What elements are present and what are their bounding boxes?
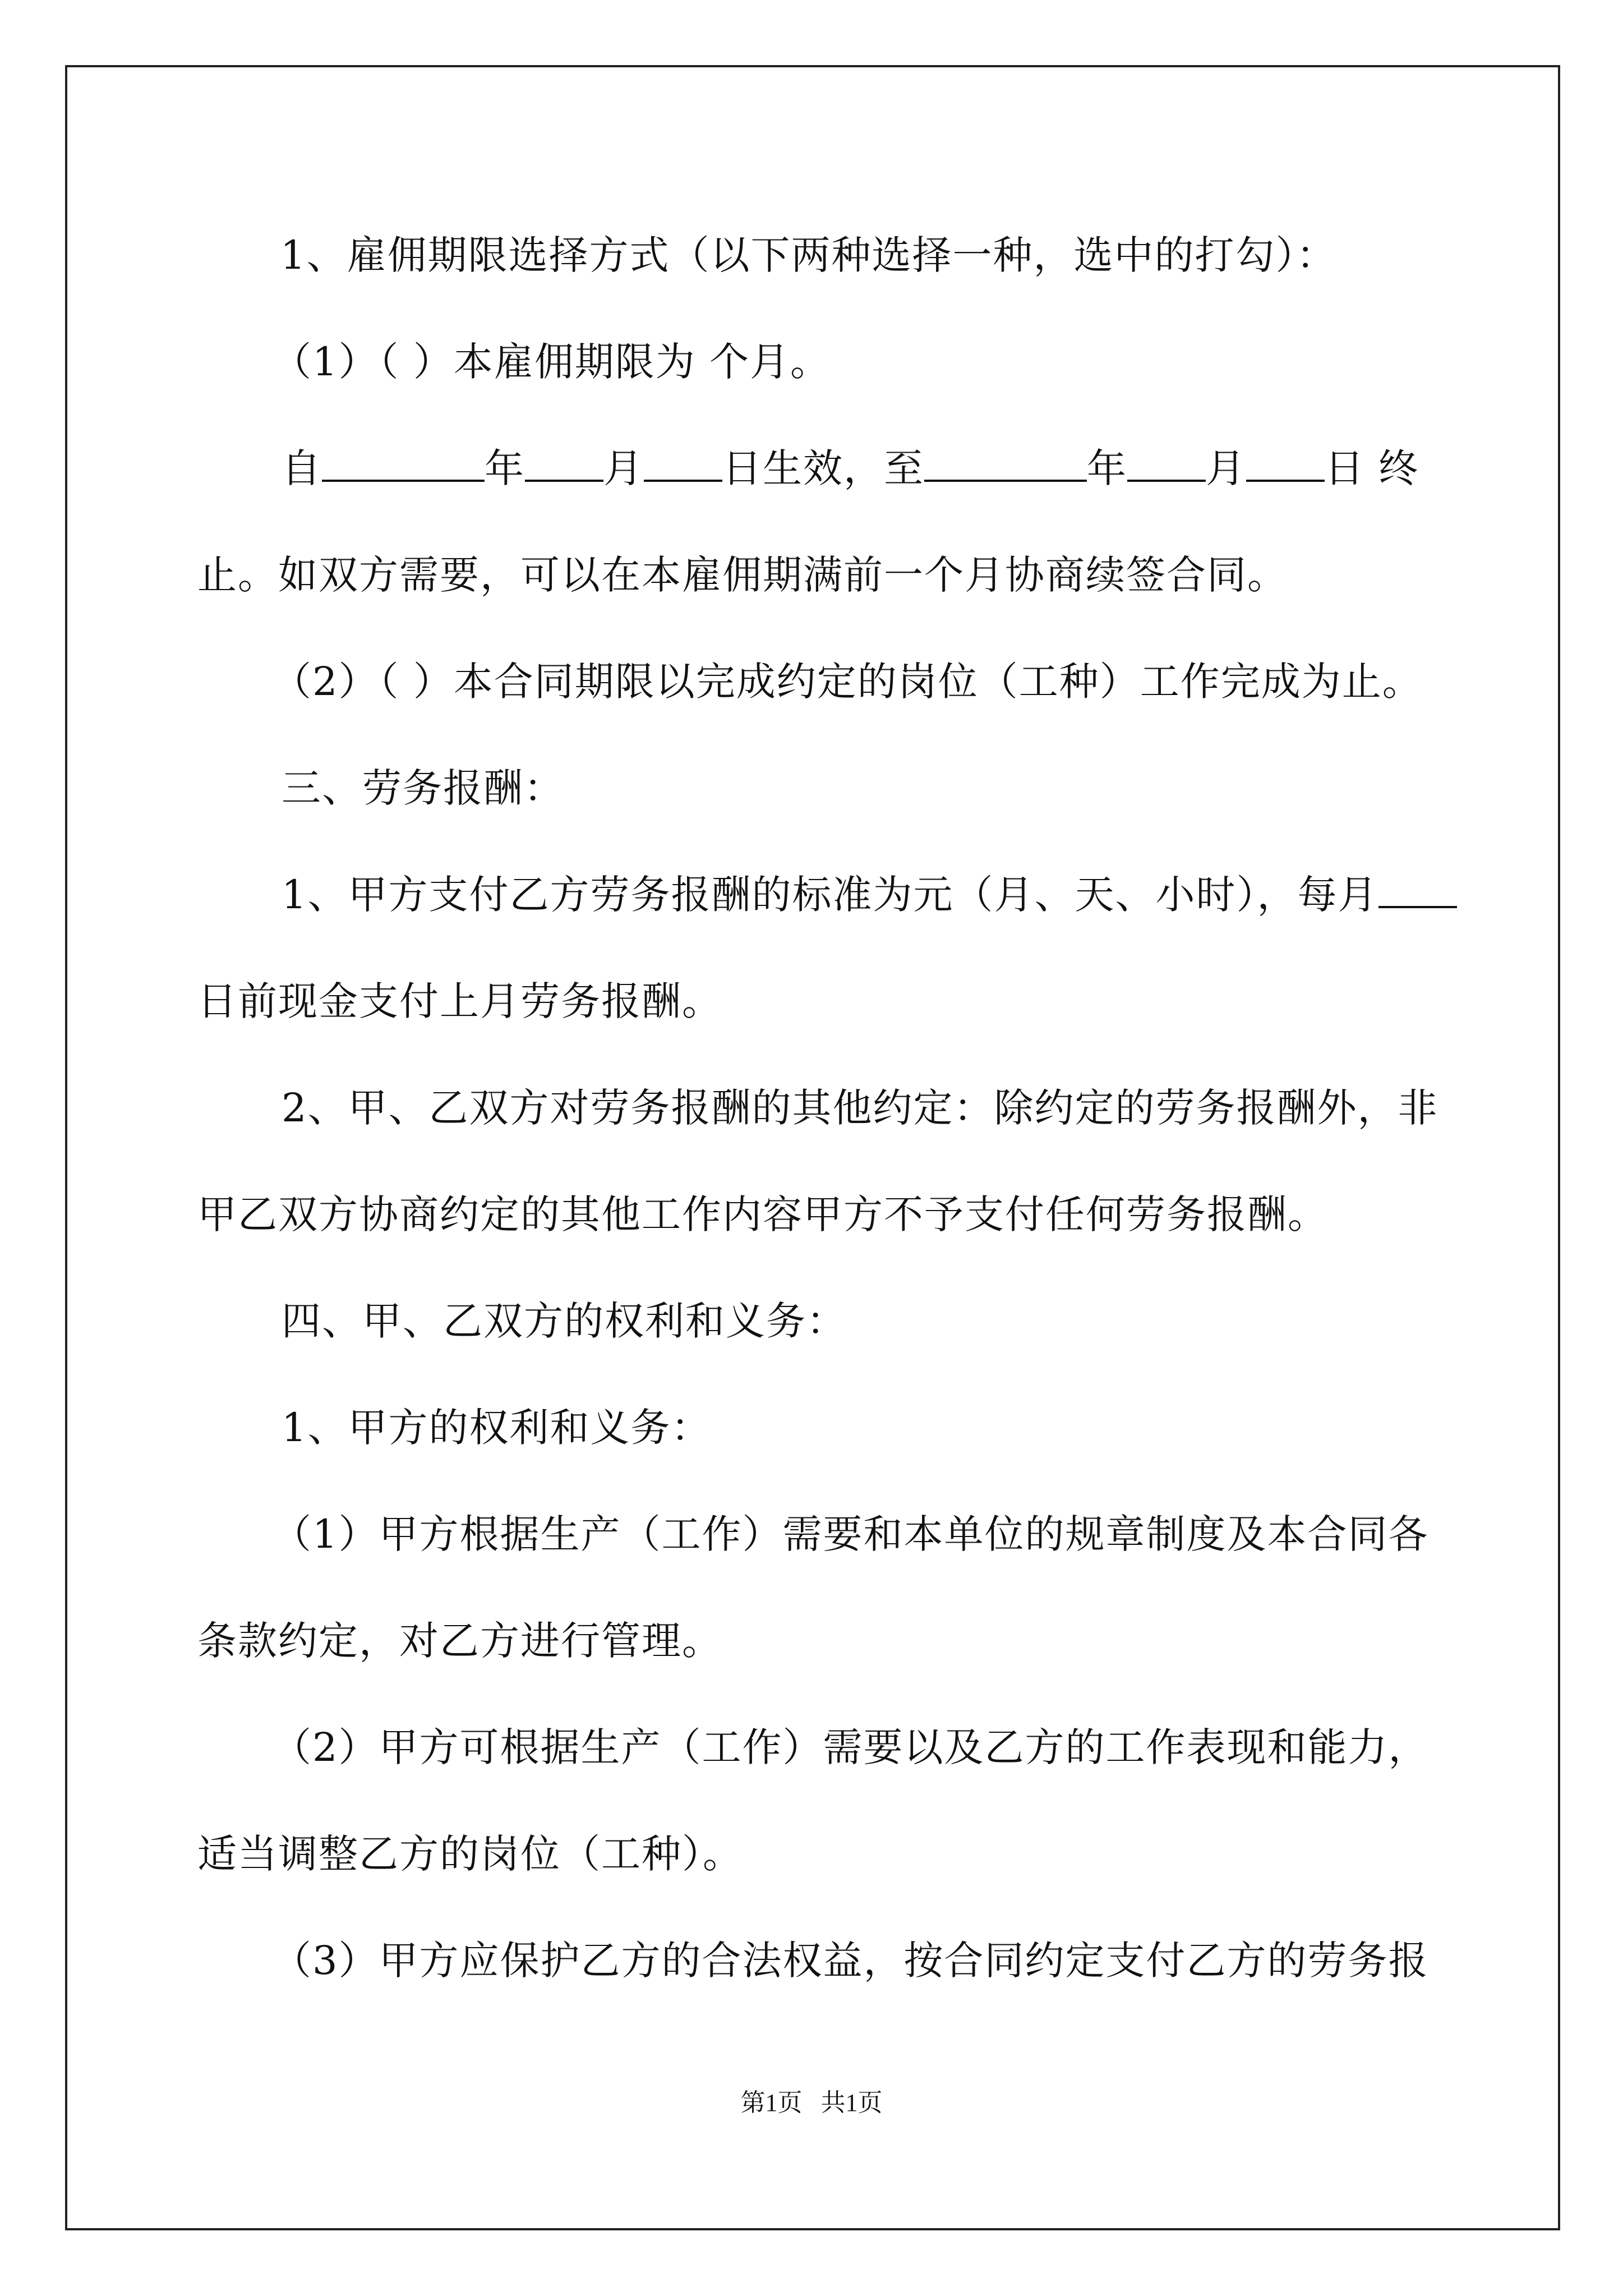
section-3-heading: 三、劳务报酬： [282, 765, 564, 811]
year-label-2: 年 [1087, 445, 1127, 491]
end-month-blank[interactable] [1127, 445, 1206, 482]
payment-standard-line [282, 869, 1457, 920]
page-footer [0, 2082, 1623, 2118]
end-day-blank[interactable] [1246, 445, 1325, 482]
party-a-heading: 1、甲方的权利和义务： [282, 1405, 712, 1451]
option-2-line: （2）（ ）本合同期限以完成约定的岗位（工种）工作完成为止。 [272, 659, 1423, 705]
start-year-blank[interactable] [322, 445, 485, 482]
other-agreement-line: 2、甲、乙双方对劳务报酬的其他约定：除约定的劳务报酬外，非 [282, 1085, 1438, 1131]
section-4-heading: 四、甲、乙双方的权利和义务： [282, 1298, 847, 1344]
party-a-item-1: （1）甲方根据生产（工作）需要和本单位的规章制度及本合同各 [272, 1511, 1429, 1557]
page-total: 共1页 [820, 2089, 883, 2116]
month-label-2: 月 [1206, 445, 1246, 491]
party-a-item-3: （3）甲方应保护乙方的合法权益，按合同约定支付乙方的劳务报 [272, 1938, 1429, 1984]
start-day-blank[interactable] [644, 445, 722, 482]
party-a-item-2: （2）甲方可根据生产（工作）需要以及乙方的工作表现和能力， [272, 1724, 1429, 1770]
year-label: 年 [485, 445, 525, 491]
effective-to-label: 日生效，至 [722, 445, 924, 491]
start-month-blank[interactable] [525, 445, 603, 482]
end-year-blank[interactable] [924, 445, 1087, 482]
month-label: 月 [603, 445, 644, 491]
payment-cash-line: 日前现金支付上月劳务报酬。 [197, 978, 722, 1024]
from-label: 自 [282, 445, 322, 491]
page-border [65, 65, 1560, 2230]
payment-standard-text: 1、甲方支付乙方劳务报酬的标准为元（月、天、小时），每月 [282, 872, 1378, 918]
clause-1-heading: 1、雇佣期限选择方式（以下两种选择一种，选中的打勾）： [280, 232, 1337, 278]
page-number: 第1页 [740, 2089, 803, 2116]
effective-date-line [282, 443, 1419, 494]
end-label: 日 终 [1325, 445, 1419, 491]
party-a-item-1-cont: 条款约定，对乙方进行管理。 [197, 1618, 722, 1664]
renewal-line: 止。如双方需要，可以在本雇佣期满前一个月协商续签合同。 [197, 552, 1288, 598]
option-1-line: （1）（ ）本雇佣期限为 个月。 [272, 339, 831, 385]
other-agreement-cont: 甲乙双方协商约定的其他工作内容甲方不予支付任何劳务报酬。 [197, 1191, 1328, 1237]
payment-day-blank[interactable] [1378, 871, 1457, 908]
party-a-item-2-cont: 适当调整乙方的岗位（工种）。 [197, 1831, 743, 1877]
